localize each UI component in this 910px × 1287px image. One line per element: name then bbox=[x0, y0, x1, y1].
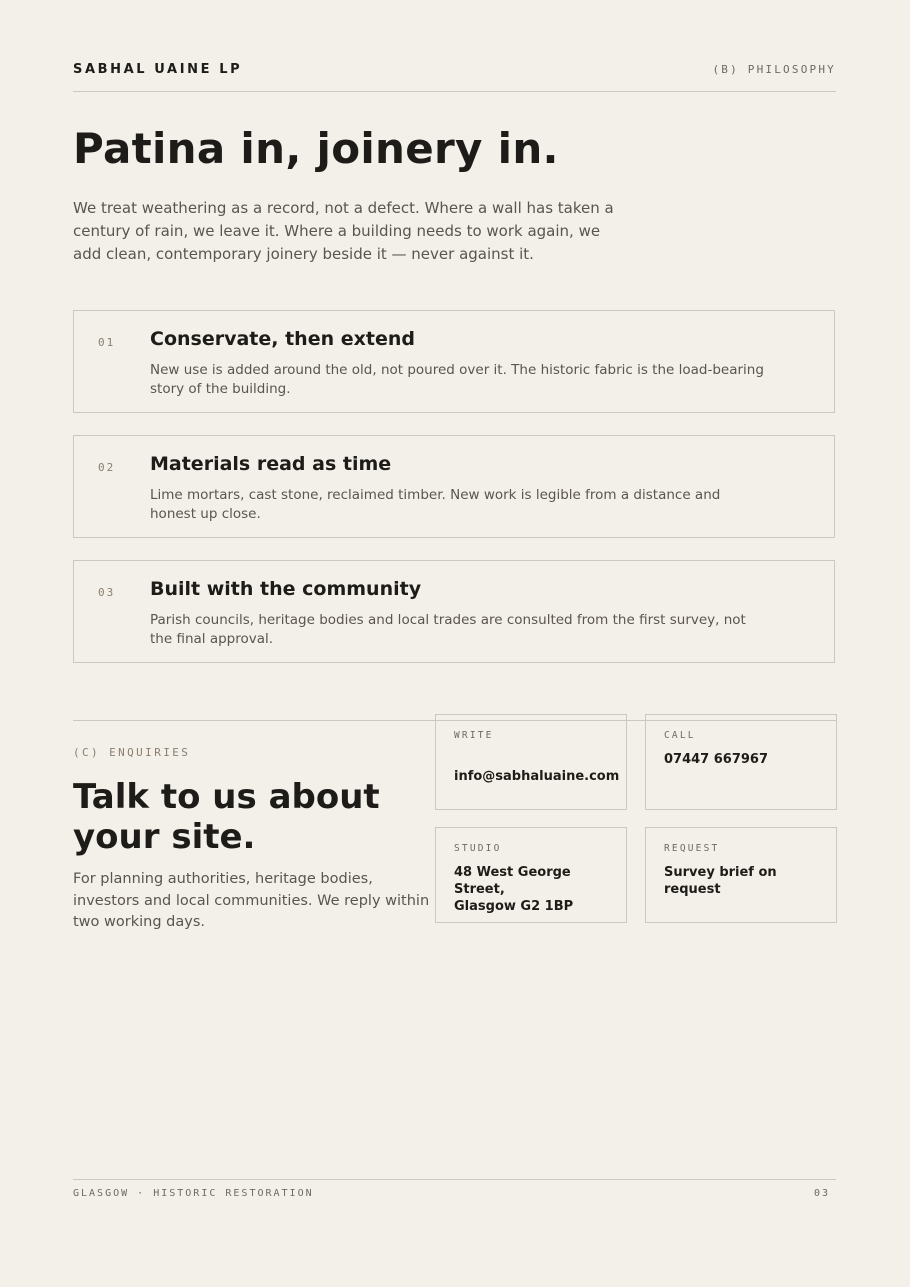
section-label: (B) PHILOSOPHY bbox=[712, 63, 836, 76]
principle-number: 02 bbox=[98, 461, 116, 474]
page-number: 03 bbox=[813, 1188, 830, 1199]
footer-location: GLASGOW · HISTORIC RESTORATION bbox=[73, 1188, 314, 1199]
survey-brief-request[interactable]: Survey brief on request bbox=[664, 865, 777, 897]
enquiries-description: For planning authorities, heritage bodies, investors and local communities. We reply within two working days. bbox=[73, 871, 430, 930]
card-label: REQUEST bbox=[664, 843, 720, 854]
principle-description: Lime mortars, cast stone, reclaimed timber. New work is legible from a distance and honest up close. bbox=[150, 487, 721, 522]
principle-title: Conservate, then extend bbox=[150, 328, 415, 350]
principle-card bbox=[73, 435, 835, 538]
email-link[interactable]: info@sabhaluaine.com bbox=[454, 769, 620, 784]
page-title: Patina in, joinery in. bbox=[73, 124, 559, 173]
card-label: WRITE bbox=[454, 730, 494, 741]
contact-card-studio bbox=[435, 827, 627, 923]
contact-card-call[interactable] bbox=[645, 714, 837, 810]
enquiries-title: Talk to us about your site. bbox=[73, 777, 380, 857]
principle-card bbox=[73, 310, 835, 413]
page-header bbox=[73, 60, 836, 92]
enquiries-section-label: (C) ENQUIRIES bbox=[73, 746, 191, 759]
card-label: CALL bbox=[664, 730, 696, 741]
page-footer bbox=[73, 1179, 836, 1199]
principle-description: Parish councils, heritage bodies and local trades are consulted from the first survey, not the final approval. bbox=[150, 612, 746, 647]
principle-number: 03 bbox=[98, 586, 116, 599]
contact-card-request[interactable] bbox=[645, 827, 837, 923]
contact-card-write[interactable] bbox=[435, 714, 627, 810]
principle-title: Built with the community bbox=[150, 578, 422, 600]
principle-number: 01 bbox=[98, 336, 116, 349]
principle-title: Materials read as time bbox=[150, 453, 392, 475]
principle-card bbox=[73, 560, 835, 663]
brand-name: SABHAL UAINE LP bbox=[73, 62, 243, 77]
card-label: STUDIO bbox=[454, 843, 502, 854]
intro-paragraph: We treat weathering as a record, not a defect. Where a wall has taken a century of rain, we leave it. Where a building needs to work again, we add clean, contemporary joinery beside it — never against it. bbox=[73, 199, 614, 263]
studio-address: 48 West George Street, Glasgow G2 1BP bbox=[454, 865, 574, 914]
phone-link[interactable]: 07447 667967 bbox=[664, 752, 769, 767]
principle-description: New use is added around the old, not poured over it. The historic fabric is the load-bearing story of the building. bbox=[150, 362, 764, 397]
